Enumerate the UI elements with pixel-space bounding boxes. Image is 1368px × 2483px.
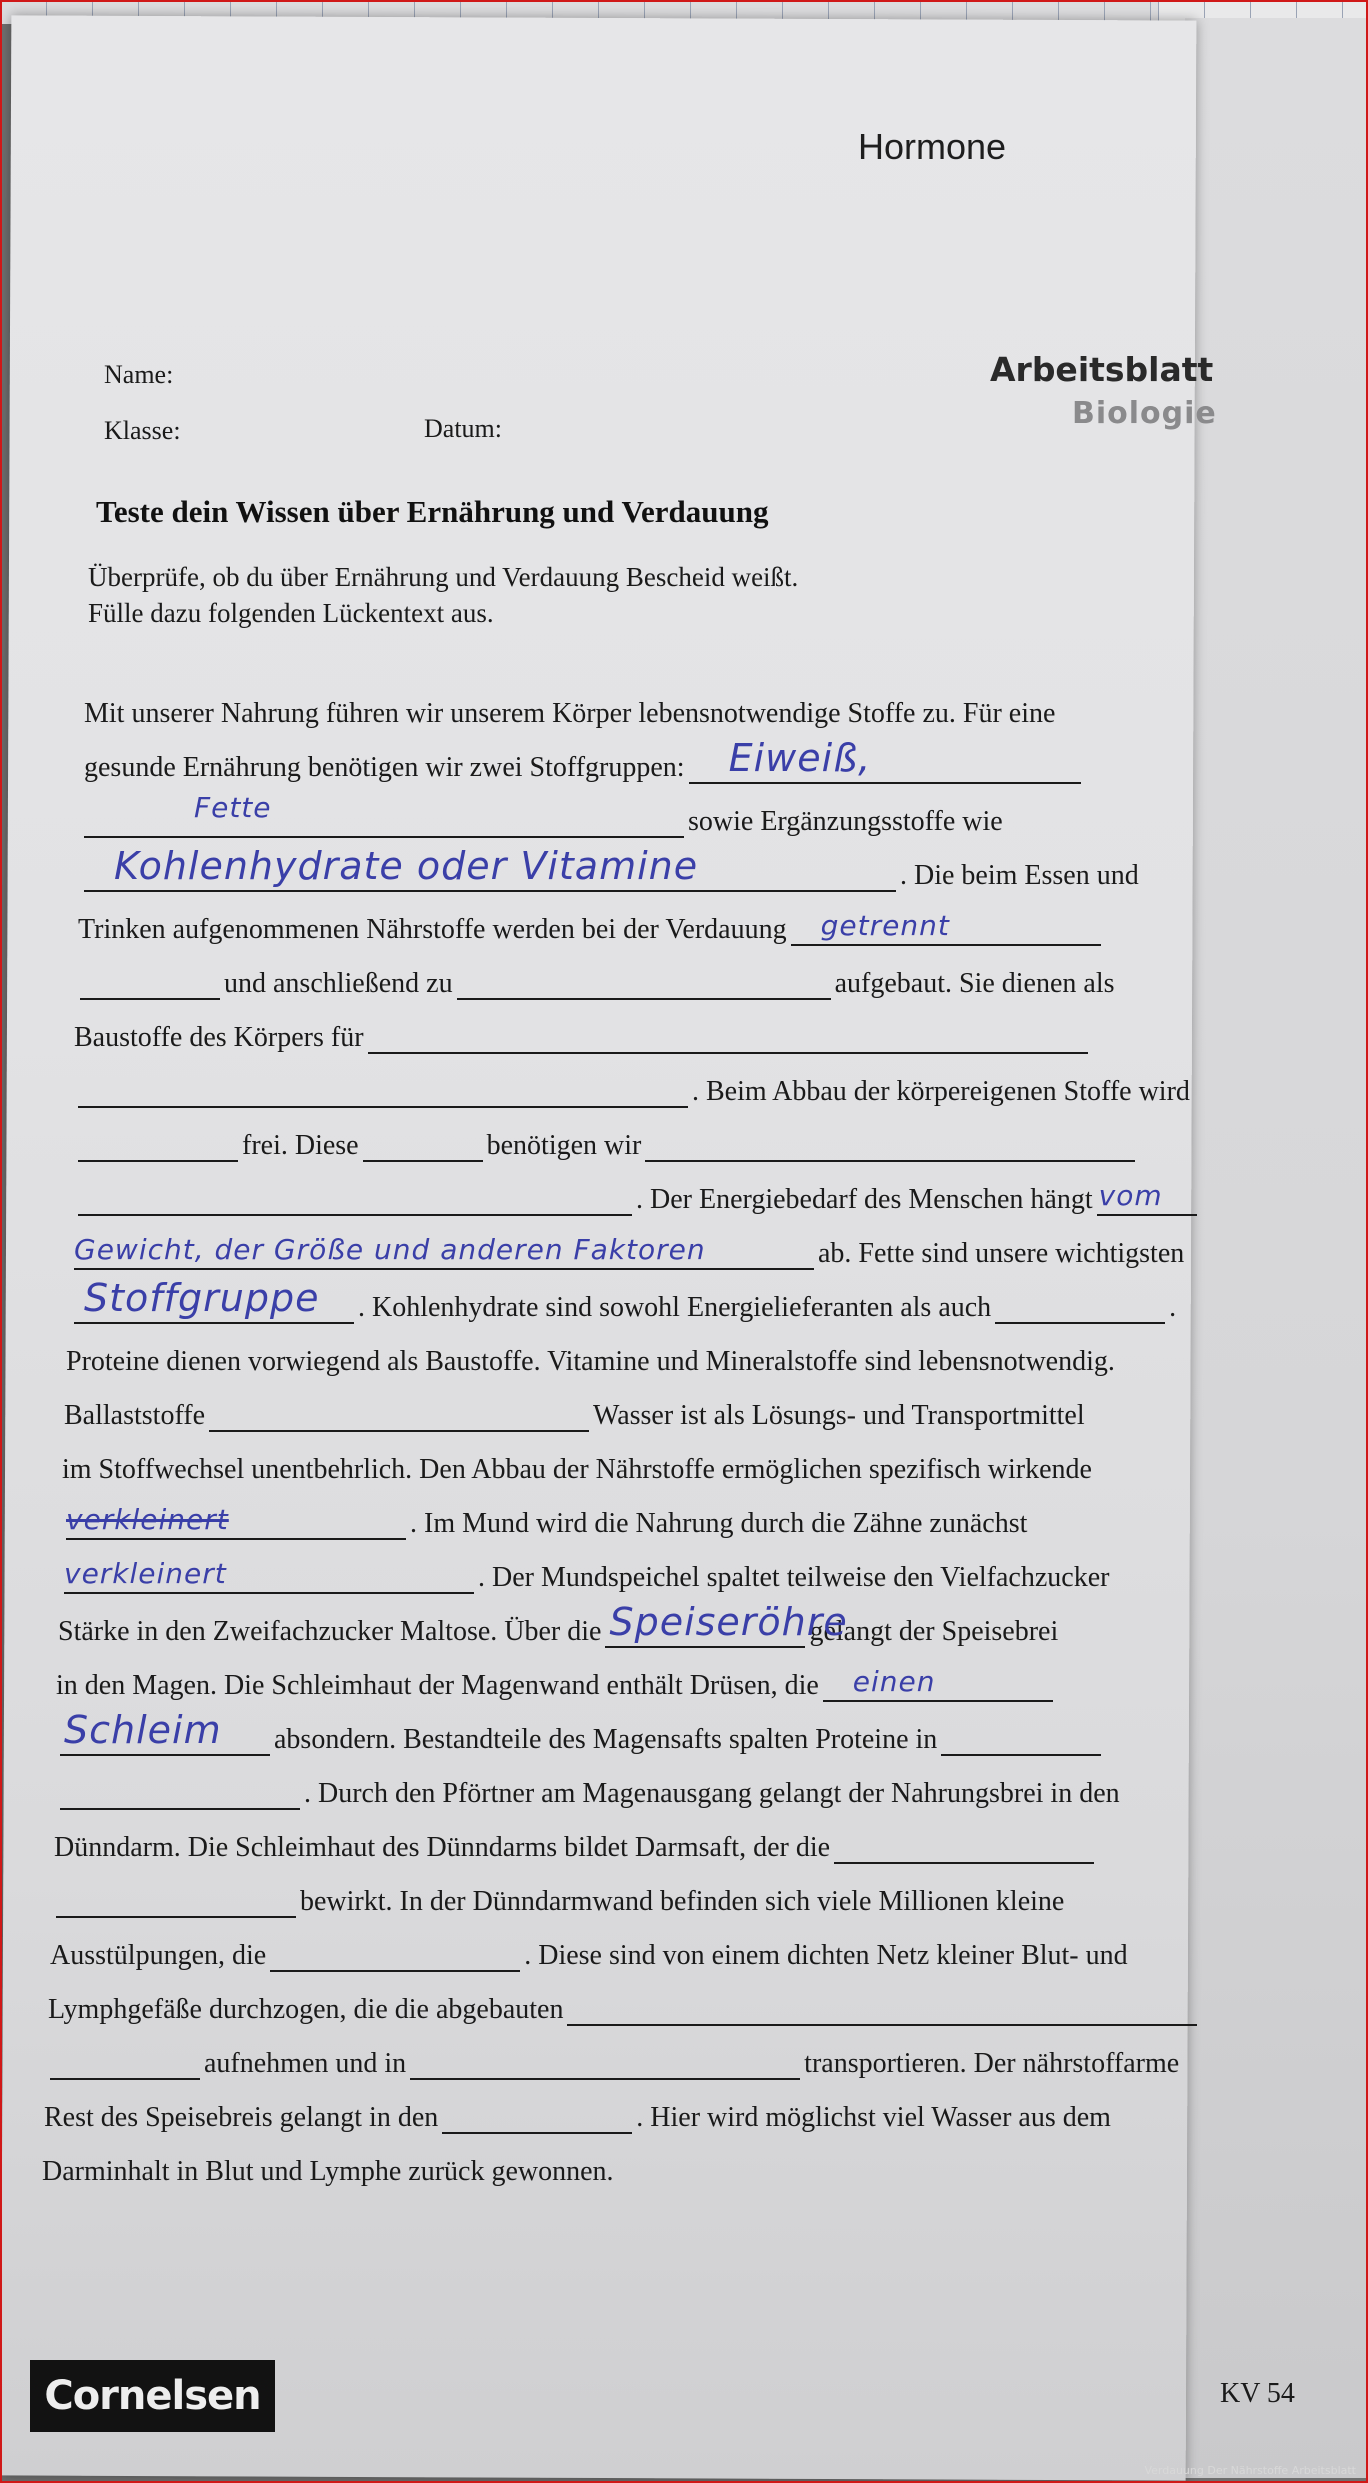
cloze-line-6: und anschließend zu aufgebaut. Sie dienen als: [76, 942, 1115, 1000]
cloze-line-17: verkleinert . Der Mundspeichel spaltet teilweise den Vielfachzucker: [64, 1557, 1110, 1593]
cloze-line-10: . Der Energiebedarf des Menschen hängt vom: [74, 1158, 1201, 1216]
handwritten-answer: Stoffgruppe: [84, 1276, 320, 1320]
cloze-line-2: gesunde Ernährung benötigen wir zwei Stoffgruppen: Eiweiß,: [84, 726, 1085, 784]
cloze-line-3: Fette sowie Ergänzungsstoffe wie: [80, 780, 1003, 838]
handwritten-answer: Fette: [194, 791, 272, 824]
cloze-line-18: Stärke in den Zweifachzucker Maltose. Über die Speiseröhre gelangt der Speisebrei: [58, 1600, 1059, 1647]
cloze-line-25: Lymphgefäße durchzogen, die die abgebauten: [48, 1968, 1201, 2026]
handwritten-answer: einen: [852, 1665, 936, 1698]
sheet-code: KV 54: [1220, 2378, 1295, 2409]
cloze-line-4: Kohlenhydrate oder Vitamine . Die beim Essen und: [80, 834, 1139, 892]
cloze-line-15: im Stoffwechsel unentbehrlich. Den Abbau der Nährstoffe ermöglichen spezifisch wirkende: [62, 1454, 1092, 1485]
subject-label: Biologie: [1072, 396, 1217, 431]
cloze-line-20: Schleim absondern. Bestandteile des Magensafts spalten Proteine in: [56, 1698, 1105, 1756]
cloze-line-12: Stoffgruppe . Kohlenhydrate sind sowohl Energielieferanten als auch .: [70, 1266, 1176, 1324]
handwritten-answer: Gewicht, der Größe und anderen Faktoren: [74, 1233, 706, 1266]
class-label: Klasse:: [104, 416, 181, 445]
cloze-line-14: Ballaststoffe Wasser ist als Lösungs- und Transportmittel: [64, 1400, 1085, 1431]
cloze-line-9: frei. Diese benötigen wir: [74, 1104, 1139, 1162]
handwritten-answer: Kohlenhydrate oder Vitamine: [114, 844, 699, 888]
cloze-line-7: Baustoffe des Körpers für: [74, 996, 1092, 1054]
cloze-line-27: Rest des Speisebreis gelangt in den . Hier wird möglichst viel Wasser aus dem: [44, 2102, 1111, 2133]
chapter-header: Hormone: [858, 126, 1007, 167]
publisher-logo: Cornelsen: [30, 2360, 275, 2432]
handwritten-answer: Speiseröhre: [609, 1600, 848, 1644]
intro-line-2: Fülle dazu folgenden Lückentext aus.: [88, 598, 494, 628]
crossed-out-answer: verkleinert: [66, 1503, 229, 1536]
watermark-caption: Verdauung Der Nährstoffe Arbeitsblatt: [1144, 2464, 1356, 2477]
handwritten-answer: vom: [1098, 1179, 1163, 1212]
cloze-line-24: Ausstülpungen, die . Diese sind von einem dichten Netz kleiner Blut- und: [50, 1940, 1128, 1971]
handwritten-answer: Eiweiß,: [728, 736, 872, 780]
handwritten-answer: verkleinert: [64, 1557, 227, 1590]
cloze-line-13: Proteine dienen vorwiegend als Baustoffe. Vitamine und Mineralstoffe sind lebensnotwendig.: [66, 1346, 1115, 1377]
intro-line-1: Überprüfe, ob du über Ernährung und Verdauung Bescheid weißt.: [88, 562, 799, 592]
cloze-line-23: bewirkt. In der Dünndarmwand befinden sich viele Millionen kleine: [52, 1860, 1064, 1918]
cloze-line-28: Darminhalt in Blut und Lymphe zurück gewonnen.: [42, 2156, 614, 2187]
cloze-line-19: in den Magen. Die Schleimhaut der Magenwand enthält Drüsen, die einen: [56, 1644, 1057, 1702]
worksheet-title: Teste dein Wissen über Ernährung und Verdauung: [96, 494, 769, 529]
cloze-line-5: Trinken aufgenommenen Nährstoffe werden bei der Verdauung getrennt: [78, 888, 1105, 946]
handwritten-answer: Schleim: [64, 1708, 222, 1752]
cloze-line-22: Dünndarm. Die Schleimhaut des Dünndarms bildet Darmsaft, der die: [54, 1806, 1098, 1864]
cloze-line-26: aufnehmen und in transportieren. Der nährstoffarme: [46, 2022, 1179, 2080]
cloze-line-21: . Durch den Pförtner am Magenausgang gelangt der Nahrungsbrei in den: [56, 1752, 1120, 1810]
cloze-line-16: verkleinert . Im Mund wird die Nahrung durch die Zähne zunächst: [66, 1503, 1028, 1539]
name-label: Name:: [104, 360, 174, 389]
cloze-line-1: Mit unserer Nahrung führen wir unserem Körper lebensnotwendige Stoffe zu. Für eine: [84, 698, 1056, 729]
cloze-line-11: Gewicht, der Größe und anderen Faktoren ab. Fette sind unsere wichtigsten: [74, 1233, 1185, 1269]
sheet-type-label: Arbeitsblatt: [990, 350, 1214, 389]
date-label: Datum:: [424, 414, 502, 443]
handwritten-answer: getrennt: [820, 909, 950, 942]
cloze-line-8: . Beim Abbau der körpereigenen Stoffe wird: [74, 1050, 1190, 1108]
